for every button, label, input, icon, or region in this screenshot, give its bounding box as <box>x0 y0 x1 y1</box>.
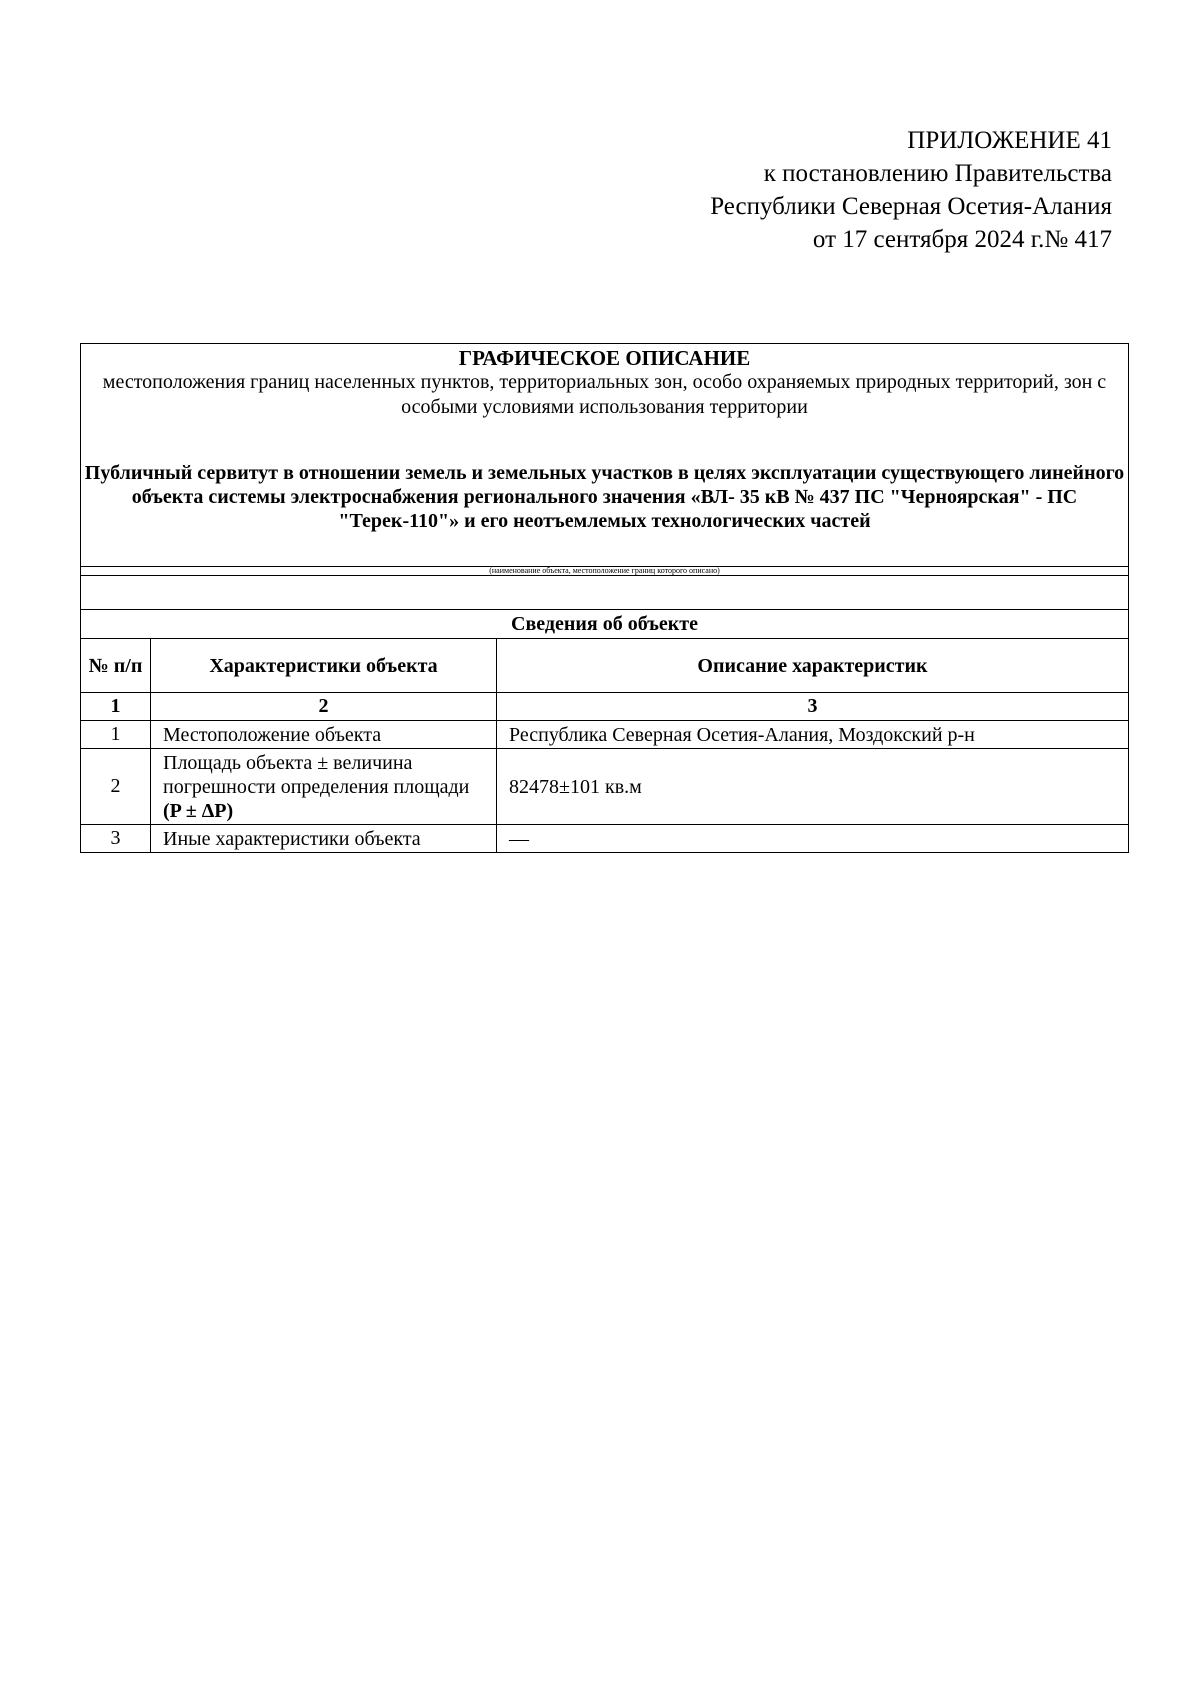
row-characteristic <box>151 749 497 825</box>
object-caption: (наименование объекта, местоположение границ которого описано) <box>81 567 1129 576</box>
column-index-2: 2 <box>151 693 497 721</box>
table-row <box>81 721 1129 749</box>
row-description: — <box>497 825 1129 853</box>
row-description: 82478±101 кв.м <box>497 749 1129 825</box>
appendix-number: ПРИЛОЖЕНИЕ 41 <box>907 127 1112 154</box>
empty-row <box>81 576 1129 610</box>
column-index-1: 1 <box>81 693 151 721</box>
row-description: Республика Северная Осетия-Алания, Моздокский р-н <box>497 721 1129 749</box>
table-row <box>81 825 1129 853</box>
row-characteristic-text: Площадь объекта ± величина погрешности определения площади <box>163 751 470 798</box>
description-table <box>80 343 1129 853</box>
column-header-number: № п/п <box>81 639 151 693</box>
appendix-date: от 17 сентября 2024 г.№ 417 <box>812 226 1112 253</box>
row-number: 3 <box>81 825 151 853</box>
section-title: Сведения об объекте <box>81 610 1129 639</box>
object-name: Публичный сервитут в отношении земель и земельных участков в целях эксплуатации существующего линейного объекта системы электроснабжения регионального значения «ВЛ- 35 кВ № 437 ПС "Черноярская" - ПС "Терек-110"» и его неотъемлемых технологических частей <box>84 462 1125 532</box>
row-characteristic-formula: (P ± ΔP) <box>163 799 234 822</box>
row-characteristic: Иные характеристики объекта <box>151 825 497 853</box>
document-subtitle: местоположения границ населенных пунктов, территориальных зон, особо охраняемых природных территорий, зон с особыми условиями использования территории <box>102 371 1107 418</box>
document-title: ГРАФИЧЕСКОЕ ОПИСАНИЕ <box>458 346 751 370</box>
appendix-header <box>710 124 1112 256</box>
row-characteristic: Местоположение объекта <box>151 721 497 749</box>
row-number: 2 <box>81 749 151 825</box>
appendix-resolution: к постановлению Правительства <box>763 160 1112 187</box>
title-block <box>81 344 1129 567</box>
appendix-republic: Республики Северная Осетия-Алания <box>710 193 1112 220</box>
table-row <box>81 749 1129 825</box>
column-header-description: Описание характеристик <box>497 639 1129 693</box>
column-index-3: 3 <box>497 693 1129 721</box>
row-number: 1 <box>81 721 151 749</box>
column-header-characteristic: Характеристики объекта <box>151 639 497 693</box>
